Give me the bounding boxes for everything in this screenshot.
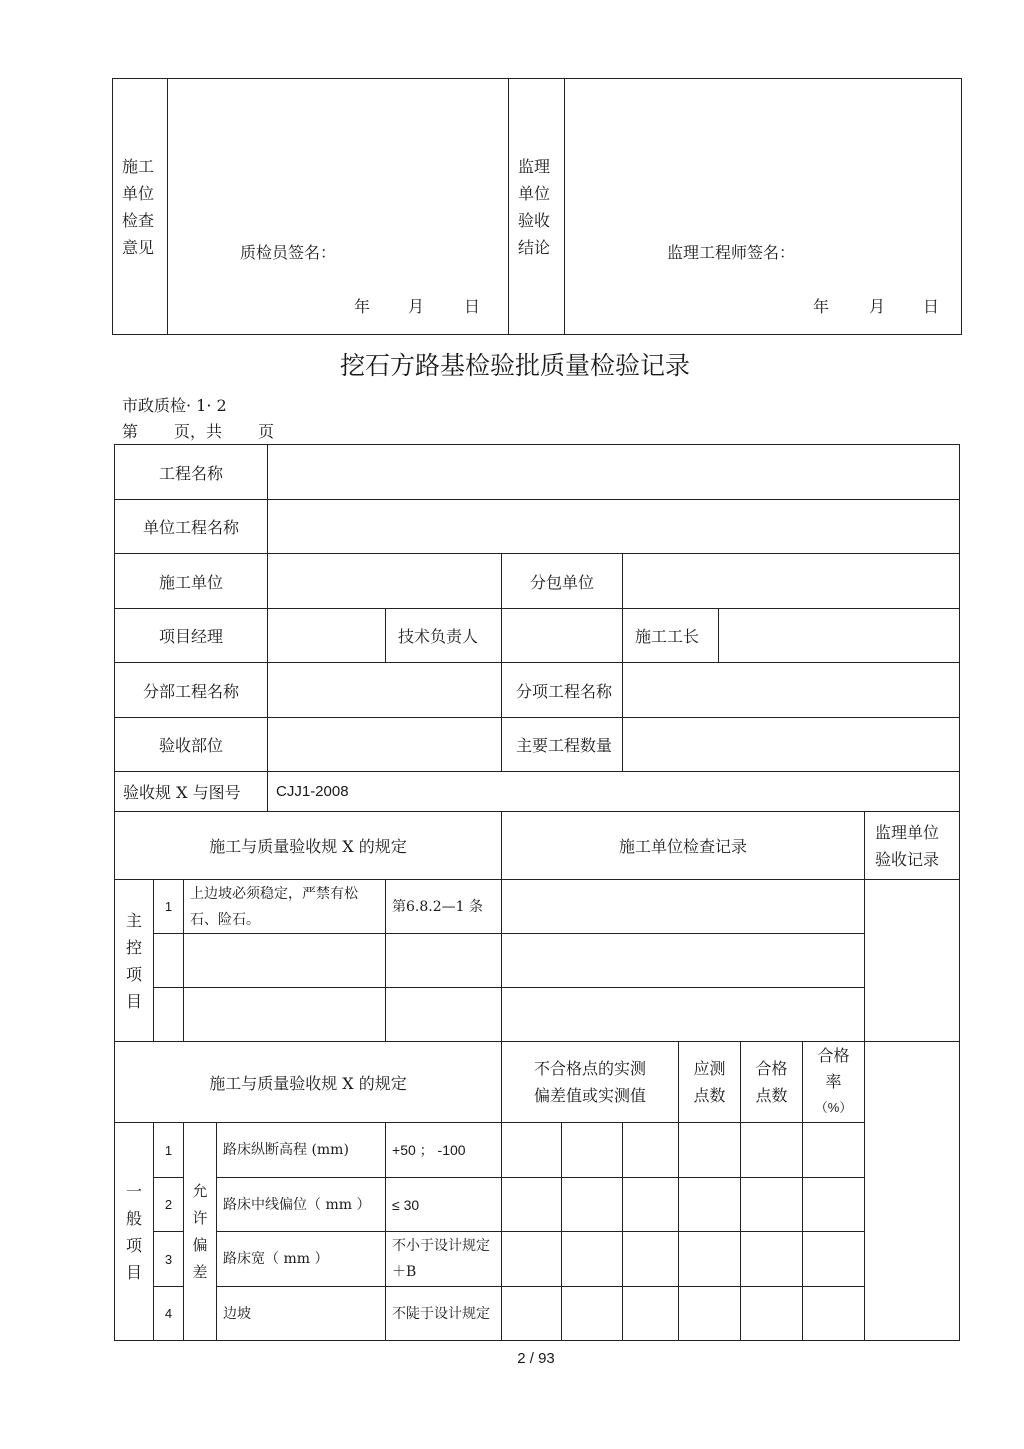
pass-rate-cell[interactable] bbox=[803, 1178, 865, 1232]
construction-unit-field[interactable] bbox=[268, 554, 502, 609]
main-item-clause[interactable] bbox=[386, 934, 502, 988]
measure-cell[interactable] bbox=[623, 1232, 679, 1287]
page-title: 挖石方路基检验批质量检验记录 bbox=[339, 351, 690, 380]
date-month: 月 bbox=[869, 297, 886, 316]
unqualified-header: 不合格点的实测 偏差值或实测值 bbox=[502, 1042, 679, 1123]
measure-cell[interactable] bbox=[623, 1123, 679, 1178]
allowed-deviation-label: 允 许 偏 差 bbox=[184, 1123, 217, 1341]
pass-rate-cell[interactable] bbox=[803, 1232, 865, 1287]
should-points-cell[interactable] bbox=[679, 1178, 741, 1232]
construction-opinion-label: 施工 单位 检查 意见 bbox=[113, 79, 168, 335]
inspector-sign-label: 质检员签名： bbox=[240, 243, 337, 262]
measure-cell[interactable] bbox=[623, 1178, 679, 1232]
measure-cell[interactable] bbox=[623, 1287, 679, 1341]
form-code: 市政质检· 1· 2 bbox=[122, 396, 227, 415]
qualified-points-cell[interactable] bbox=[741, 1287, 803, 1341]
measure-cell[interactable] bbox=[562, 1178, 623, 1232]
spec-header-2: 施工与质量验收规 X 的规定 bbox=[115, 1042, 502, 1123]
acceptance-part-field[interactable] bbox=[268, 718, 502, 772]
check-record-header: 施工单位检查记录 bbox=[502, 812, 865, 880]
supervisor-sign-label: 监理工程师签名： bbox=[667, 243, 796, 262]
main-item-no bbox=[154, 988, 184, 1042]
subcontract-unit-label: 分包单位 bbox=[502, 554, 623, 609]
measure-cell[interactable] bbox=[562, 1123, 623, 1178]
qualified-points-cell[interactable] bbox=[741, 1178, 803, 1232]
measure-cell[interactable] bbox=[502, 1178, 562, 1232]
main-quantity-label: 主要工程数量 bbox=[502, 718, 623, 772]
main-item-clause: 第6.8.2—1 条 bbox=[386, 880, 502, 934]
measure-cell[interactable] bbox=[502, 1123, 562, 1178]
measure-cell[interactable] bbox=[502, 1232, 562, 1287]
date-year: 年 bbox=[354, 297, 371, 316]
inspection-opinion-box bbox=[112, 78, 962, 335]
supervisor-conclusion-label: 监理 单位 验收 结论 bbox=[509, 79, 565, 335]
acceptance-part-label: 验收部位 bbox=[115, 718, 268, 772]
unit-project-name-field[interactable] bbox=[268, 500, 960, 554]
general-supervisor-record[interactable] bbox=[865, 1042, 960, 1341]
standard-value: CJJ1-2008 bbox=[268, 772, 960, 812]
general-item-value: 不陡于设计规定 bbox=[386, 1287, 502, 1341]
item-project-name-field[interactable] bbox=[623, 663, 960, 718]
subcontract-unit-field[interactable] bbox=[623, 554, 960, 609]
pass-rate-cell[interactable] bbox=[803, 1123, 865, 1178]
main-item-no bbox=[154, 934, 184, 988]
should-points-cell[interactable] bbox=[679, 1123, 741, 1178]
main-item-text: 上边坡必须稳定，严禁有松石、险石。 bbox=[184, 880, 386, 934]
sub-project-name-field[interactable] bbox=[268, 663, 502, 718]
unit-project-name-label: 单位工程名称 bbox=[115, 500, 268, 554]
general-item-no: 4 bbox=[154, 1287, 184, 1341]
main-item-text[interactable] bbox=[184, 988, 386, 1042]
measure-cell[interactable] bbox=[502, 1287, 562, 1341]
general-items-label: 一 般 项 目 bbox=[115, 1123, 154, 1341]
tech-lead-label: 技术负责人 bbox=[386, 609, 502, 663]
general-item-name: 路床中线偏位（ mm ） bbox=[217, 1178, 386, 1232]
general-item-name: 路床纵断高程 (mm) bbox=[217, 1123, 386, 1178]
main-item-record[interactable] bbox=[502, 988, 865, 1042]
general-item-value: ≤ 30 bbox=[386, 1178, 502, 1232]
general-item-no: 2 bbox=[154, 1178, 184, 1232]
foreman-label: 施工工长 bbox=[623, 609, 719, 663]
project-manager-label: 项目经理 bbox=[115, 609, 268, 663]
main-item-no: 1 bbox=[154, 880, 184, 934]
project-name-label: 工程名称 bbox=[115, 445, 268, 500]
main-supervisor-record[interactable] bbox=[865, 880, 960, 1042]
general-item-no: 1 bbox=[154, 1123, 184, 1178]
date-day: 日 bbox=[923, 297, 940, 316]
tech-lead-field[interactable] bbox=[502, 609, 623, 663]
should-points-header: 应测 点数 bbox=[679, 1042, 741, 1123]
page-counter-line: 第 页，共 页 bbox=[122, 422, 275, 441]
main-item-clause[interactable] bbox=[386, 988, 502, 1042]
standard-label: 验收规 X 与图号 bbox=[115, 772, 268, 812]
should-points-cell[interactable] bbox=[679, 1232, 741, 1287]
page-number: 2 / 93 bbox=[517, 1350, 555, 1367]
supervisor-conclusion-cell[interactable] bbox=[565, 79, 962, 335]
spec-header: 施工与质量验收规 X 的规定 bbox=[115, 812, 502, 880]
pass-rate-header: 合格 率 （%） bbox=[803, 1042, 865, 1123]
main-item-text[interactable] bbox=[184, 934, 386, 988]
main-item-record[interactable] bbox=[502, 934, 865, 988]
qualified-points-cell[interactable] bbox=[741, 1232, 803, 1287]
measure-cell[interactable] bbox=[562, 1232, 623, 1287]
qualified-points-header: 合格 点数 bbox=[741, 1042, 803, 1123]
project-manager-field[interactable] bbox=[268, 609, 386, 663]
measure-cell[interactable] bbox=[562, 1287, 623, 1341]
pass-rate-cell[interactable] bbox=[803, 1287, 865, 1341]
general-item-no: 3 bbox=[154, 1232, 184, 1287]
foreman-field[interactable] bbox=[719, 609, 960, 663]
general-item-name: 边坡 bbox=[217, 1287, 386, 1341]
date-month: 月 bbox=[408, 297, 425, 316]
date-day: 日 bbox=[464, 297, 481, 316]
main-control-label: 主 控 项 目 bbox=[115, 880, 154, 1042]
general-item-value: +50 ； -100 bbox=[386, 1123, 502, 1178]
supervisor-record-header: 监理单位 验收记录 bbox=[865, 812, 960, 880]
general-item-value: 不小于设计规定＋B bbox=[386, 1232, 502, 1287]
main-item-record[interactable] bbox=[502, 880, 865, 934]
item-project-name-label: 分项工程名称 bbox=[502, 663, 623, 718]
project-name-field[interactable] bbox=[268, 445, 960, 500]
date-year: 年 bbox=[813, 297, 830, 316]
construction-unit-label: 施工单位 bbox=[115, 554, 268, 609]
main-quantity-field[interactable] bbox=[623, 718, 960, 772]
quality-inspection-form bbox=[114, 444, 960, 1341]
should-points-cell[interactable] bbox=[679, 1287, 741, 1341]
sub-project-name-label: 分部工程名称 bbox=[115, 663, 268, 718]
qualified-points-cell[interactable] bbox=[741, 1123, 803, 1178]
construction-opinion-cell[interactable] bbox=[168, 79, 509, 335]
general-item-name: 路床宽（ mm ） bbox=[217, 1232, 386, 1287]
